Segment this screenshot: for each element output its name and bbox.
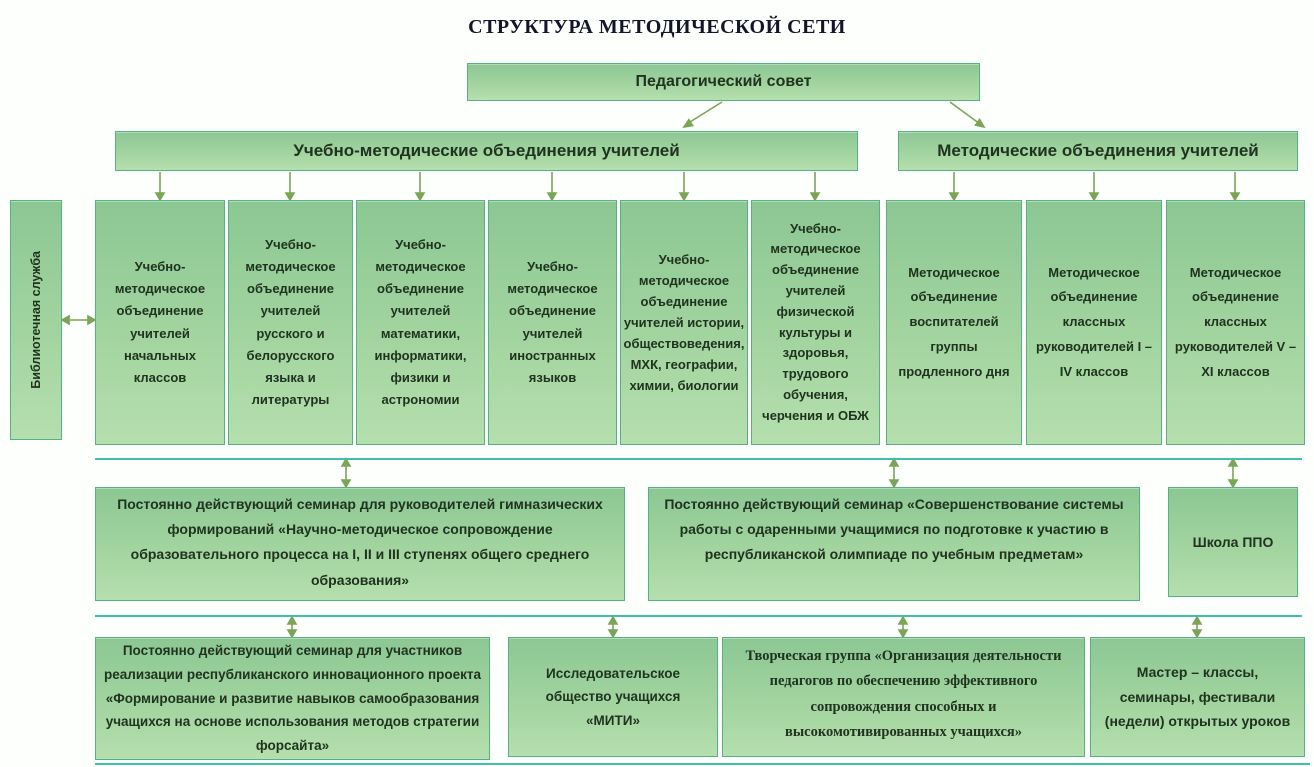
box-umo-history-geography-label: Учебно-методическое объединение учителей истории, обществоведения, МХК, географии, химии, биологии [623,251,745,394]
box-creative-group [722,637,1085,757]
box-umo-russian-belarusian [228,200,353,445]
box-mo-class-teachers-5-11 [1166,200,1305,445]
box-umo-physical-culture-label: Учебно-методическое объединение учителей физической культуры и здоровья, трудового обучения, черчения и ОБЖ [762,220,869,423]
box-umo-math-physics-label: Учебно-методическое объединение учителей математики, информатики, физики и астрономии [374,237,467,407]
box-creative-group-label: Творческая группа «Организация деятельности педагогов по обеспечению эффективного сопровождения способных и высокомотивированных учащихся» [745,648,1062,741]
bar-methodical-associations [898,131,1298,171]
box-umo-foreign-languages-label: Учебно-методическое объединение учителей иностранных языков [507,259,598,385]
box-pedagogical-council [467,63,980,101]
box-seminar-gymnasium-leaders-label: Постоянно действующий семинар для руководителей гимназических формирований «Научно-методическое сопровождение образовательного процесса на I, II и III ступенях общего среднего образования» [117,496,603,588]
box-umo-primary-classes-label: Учебно-методическое объединение учителей начальных классов [114,259,206,385]
box-umo-russian-belarusian-label: Учебно-методическое объединение учителей русского и белорусского языка и литературы [245,237,336,407]
box-mo-extended-day-group-label: Методическое объединение воспитателей группы продленного дня [898,264,1010,379]
box-umo-math-physics [356,200,485,445]
bar-methodical-associations-label: Методические объединения учителей [937,141,1259,160]
bar-educational-methodical-associations-label: Учебно-методические объединения учителей [293,141,680,160]
box-shkola-ppo [1168,487,1298,597]
box-research-society-miti-label: Исследовательское общество учащихся «МИТИ» [545,665,681,728]
box-umo-history-geography [620,200,748,445]
box-umo-primary-classes [95,200,225,445]
box-seminar-innovation-project [95,637,490,760]
box-mo-class-teachers-5-11-label: Методическое объединение классных руководителей V – XI классов [1174,264,1297,379]
box-library-service-label: Библиотечная служба [29,251,43,389]
box-shkola-ppo-label: Школа ППО [1192,534,1274,550]
box-mo-extended-day-group [886,200,1022,445]
box-seminar-innovation-project-label: Постоянно действующий семинар для участников реализации республиканского инновационного проекта «Формирование и развитие навыков самообразования учащихся на основе использования методов стратегии форсайта» [104,643,481,753]
box-mo-class-teachers-1-4 [1026,200,1162,445]
box-seminar-gymnasium-leaders [95,487,625,601]
box-umo-foreign-languages [488,200,617,445]
bar-educational-methodical-associations [115,131,858,171]
box-pedagogical-council-label: Педагогический совет [635,73,812,90]
box-umo-physical-culture [751,200,880,445]
box-mo-class-teachers-1-4-label: Методическое объединение классных руководителей I – IV классов [1035,264,1153,379]
box-master-classes [1090,637,1305,757]
page-title: СТРУКТУРА МЕТОДИЧЕСКОЙ СЕТИ [468,16,846,38]
box-master-classes-label: Мастер – классы, семинары, фестивали (недели) открытых уроков [1104,664,1291,730]
box-research-society-miti [508,637,718,757]
box-seminar-gifted-students [648,487,1140,601]
box-seminar-gifted-students-label: Постоянно действующий семинар «Совершенствование системы работы с одаренными учащимися по подготовке к участию в республиканской олимпиаде по учебным предметам» [664,496,1124,563]
box-library-service [10,200,62,440]
